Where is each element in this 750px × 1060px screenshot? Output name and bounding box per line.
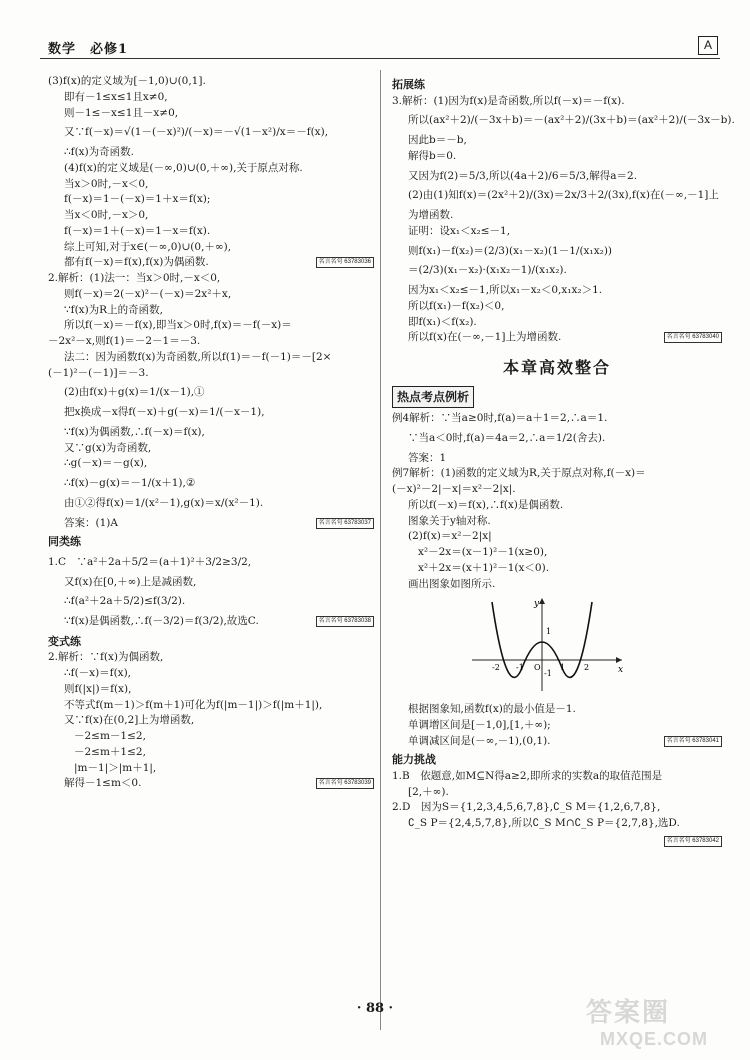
text-line: (－1)²－(－1)]＝－3. — [48, 366, 149, 379]
qr-stamp: 名言名句 63783037 — [316, 518, 374, 529]
qr-stamp: 名言名句 63783041 — [664, 736, 722, 747]
tick-x-1: 1 — [560, 663, 566, 673]
qr-stamp: 名言名句 63783038 — [316, 616, 374, 627]
text-line: ∵当a＜0时,f(a)＝4a＝2,∴a＝1/2(舍去). — [408, 431, 606, 444]
text-line: 则－1≤－x≤1且－x≠0, — [64, 106, 179, 119]
right-column — [392, 74, 735, 848]
qr-stamp: 名言名句 63783042 — [664, 836, 722, 847]
text-line: 又∵g(x)为奇函数, — [64, 441, 152, 454]
text-line: 当x＜0时,－x＞0, — [64, 209, 149, 221]
text-line: 因为x₁＜x₂≤－1,所以x₁－x₂＜0,x₁x₂＞1. — [408, 284, 603, 296]
header-rule — [40, 58, 720, 59]
text-line: ∴f(a²＋2a＋5/2)≤f(3/2). — [64, 595, 186, 608]
text-line: (2)f(x)＝x²－2|x| — [408, 530, 492, 543]
text-line: 即f(x₁)＜f(x₂). — [408, 315, 477, 328]
text-line: 解得－1≤m＜0. — [64, 777, 142, 790]
text-line: 所以f(－x)＝f(x),∴f(x)是偶函数. — [408, 498, 564, 511]
watermark-top: 答案圈 — [586, 998, 671, 1028]
text-line: 法二：因为函数f(x)为奇函数,所以f(1)＝－f(－1)＝－[2× — [64, 350, 332, 363]
text-line: (－x)²－2|－x|＝x²－2|x|. — [392, 483, 516, 495]
text-line: －2x²－x,则f(1)＝－2－1＝－3. — [48, 335, 201, 347]
section-heading: 同类练 — [48, 535, 81, 549]
text-line: |m－1|＞|m＋1|, — [74, 761, 157, 774]
text-line: 所以f(x)在(－∞,－1]上为增函数. — [408, 331, 562, 344]
text-line: 则f(－x)＝2(－x)²－(－x)＝2x²＋x, — [64, 287, 232, 300]
text-line: －2≤m＋1≤2, — [74, 745, 146, 758]
text-line: 当x＞0时,－x＜0, — [64, 177, 149, 190]
text-line: ∵f(x)为R上的奇函数, — [64, 303, 163, 316]
text-line: (3)f(x)的定义域为[－1,0)∪(0,1]. — [48, 75, 206, 87]
chapter-title: 本章高效整合 — [502, 358, 611, 377]
text-line: 综上可知,对于x∈(－∞,0)∪(0,＋∞), — [64, 240, 232, 253]
text-line: ∴f(x)为奇函数. — [64, 146, 135, 158]
tick-x-2: 2 — [584, 663, 590, 673]
text-line: 又因为f(2)＝5/3,所以(4a＋2)/6＝5/3,解得a＝2. — [408, 169, 638, 182]
left-column — [48, 74, 374, 792]
qr-stamp: 名言名句 63783036 — [316, 257, 374, 268]
watermark-logo — [578, 992, 728, 1050]
tick-neg1: -1 — [544, 669, 552, 679]
text-line: 则f(x₁)－f(x₂)＝(2/3)(x₁－x₂)(1－1/(x₁x₂)) — [408, 244, 613, 257]
text-line: f(－x)＝1－(－x)＝1＋x＝f(x); — [64, 193, 211, 206]
edition-badge: A — [698, 36, 718, 55]
text-line: 即有－1≤x≤1且x≠0, — [64, 90, 168, 103]
section-heading: 拓展练 — [392, 78, 425, 91]
text-line: 不等式f(m－1)＞f(m＋1)可化为f(|m－1|)＞f(|m＋1|), — [64, 698, 323, 711]
column-divider — [380, 70, 381, 1030]
x-axis-arrow — [616, 657, 622, 663]
text-line: 单调减区间是(－∞,－1),(0,1). — [408, 734, 551, 747]
text-line: 2.解析：∵f(x)为偶函数, — [48, 651, 164, 664]
text-line: 单调增区间是[－1,0],[1,＋∞); — [408, 718, 551, 731]
text-line: 2.解析：(1)法一：当x＞0时,－x＜0, — [48, 272, 221, 284]
text-line: 3.解析：(1)因为f(x)是奇函数,所以f(－x)＝－f(x). — [392, 94, 625, 107]
y-axis-arrow — [539, 598, 545, 604]
running-header: 数学 必修1 — [48, 42, 129, 57]
text-line: ∴g(－x)＝－g(x), — [64, 457, 148, 470]
text-line: 则f(|x|)＝f(x), — [64, 682, 132, 695]
qr-stamp: 名言名句 63783040 — [664, 332, 722, 343]
qr-stamp: 名言名句 63783039 — [316, 778, 374, 789]
text-line: 为增函数. — [408, 209, 454, 221]
text-line: 证明：设x₁＜x₂≤－1, — [408, 224, 511, 237]
watermark-bottom: MXQE.COM — [600, 1029, 709, 1049]
text-line: 画出图象如图所示. — [408, 577, 496, 590]
text-line: x²－2x＝(x－1)²－1(x≥0), — [418, 546, 548, 558]
text-line: 所以f(－x)＝－f(x),即当x＞0时,f(x)＝－f(－x)＝ — [64, 319, 292, 332]
function-graph — [472, 596, 632, 692]
text-line: ∵f(x)为偶函数,∴f(－x)＝f(x), — [64, 425, 205, 438]
origin-label: O — [534, 663, 541, 673]
text-line: (4)f(x)的定义域是(－∞,0)∪(0,＋∞),关于原点对称. — [64, 161, 303, 174]
tick-x-neg1: -1 — [516, 663, 524, 673]
answer-line: 答案：(1)A — [64, 516, 118, 529]
y-label: y — [534, 599, 540, 610]
section-heading: 变式练 — [48, 634, 81, 648]
text-line: 例4解析：∵当a≥0时,f(a)＝a＋1＝2,∴a＝1. — [392, 412, 608, 424]
text-line: ∴f(x)－g(x)＝－1/(x＋1),② — [64, 477, 196, 489]
page-number: · 88 · — [356, 1001, 394, 1016]
text-line: 2.D 因为S＝{1,2,3,4,5,6,7,8},∁_S M＝{1,2,6,7,8}, — [392, 801, 661, 814]
tick-x-neg2: -2 — [492, 663, 500, 673]
text-line: ＝(2/3)(x₁－x₂)·(x₁x₂－1)/(x₁x₂). — [408, 264, 567, 277]
text-line: 例7解析：(1)函数的定义域为R,关于原点对称,f(－x)＝ — [392, 467, 646, 480]
text-line: 图象关于y轴对称. — [408, 514, 491, 527]
text-line: ∵f(x)是偶函数,∴f(－3/2)＝f(3/2),故选C. — [64, 615, 259, 627]
text-line: ∁_S P＝{2,4,5,7,8},所以∁_S M∩∁_S P＝{2,7,8},选D. — [408, 817, 680, 829]
text-line: x²＋2x＝(x＋1)²－1(x＜0). — [418, 561, 550, 574]
hot-topics-box: 热点考点例析 — [392, 386, 474, 408]
text-line: 1.C ∵a²＋2a＋5/2＝(a＋1)²＋3/2≥3/2, — [48, 555, 252, 568]
text-line: [2,＋∞). — [408, 785, 449, 798]
x-label: x — [618, 665, 624, 676]
text-line: 都有f(－x)＝f(x),f(x)为偶函数. — [64, 256, 209, 269]
text-line: f(－x)＝1＋(－x)＝1－x＝f(x). — [64, 224, 211, 237]
text-line: 把x换成－x得f(－x)＋g(－x)＝1/(－x－1), — [64, 406, 265, 418]
text-line: 又f(x)在[0,＋∞)上是减函数, — [64, 575, 197, 588]
answer-line: 答案：1 — [408, 451, 447, 464]
text-line: 解得b＝0. — [408, 149, 457, 162]
text-line: 根据图象知,函数f(x)的最小值是－1. — [408, 703, 576, 715]
tick-1: 1 — [546, 627, 552, 637]
text-line: 1.B 依题意,如M⊆N得a≥2,即所求的实数a的取值范围是 — [392, 769, 663, 782]
text-line: －2≤m－1≤2, — [74, 730, 146, 742]
text-line: ∴f(－x)＝f(x), — [64, 667, 132, 679]
text-line: (2)由(1)知f(x)＝(2x²＋2)/(3x)＝2x/3＋2/(3x),f(x)在(－∞,－1]上 — [408, 189, 719, 202]
text-line: 所以f(x₁)－f(x₂)＜0, — [408, 299, 505, 312]
text-line: 又∵f(－x)＝√(1－(－x)²)/(－x)＝－√(1－x²)/x＝－f(x), — [64, 126, 329, 139]
text-line: 所以(ax²＋2)/(－3x＋b)＝－(ax²＋2)/(3x＋b)＝(ax²＋2)/(－3x－b). — [408, 114, 735, 127]
text-line: (2)由f(x)＋g(x)＝1/(x－1),① — [64, 386, 205, 399]
text-line: 由①②得f(x)＝1/(x²－1),g(x)＝x/(x²－1). — [64, 496, 264, 509]
text-line: 因此b＝－b, — [408, 134, 467, 146]
text-line: 又∵f(x)在(0,2]上为增函数, — [64, 714, 195, 727]
section-heading: 能力挑战 — [392, 753, 436, 767]
